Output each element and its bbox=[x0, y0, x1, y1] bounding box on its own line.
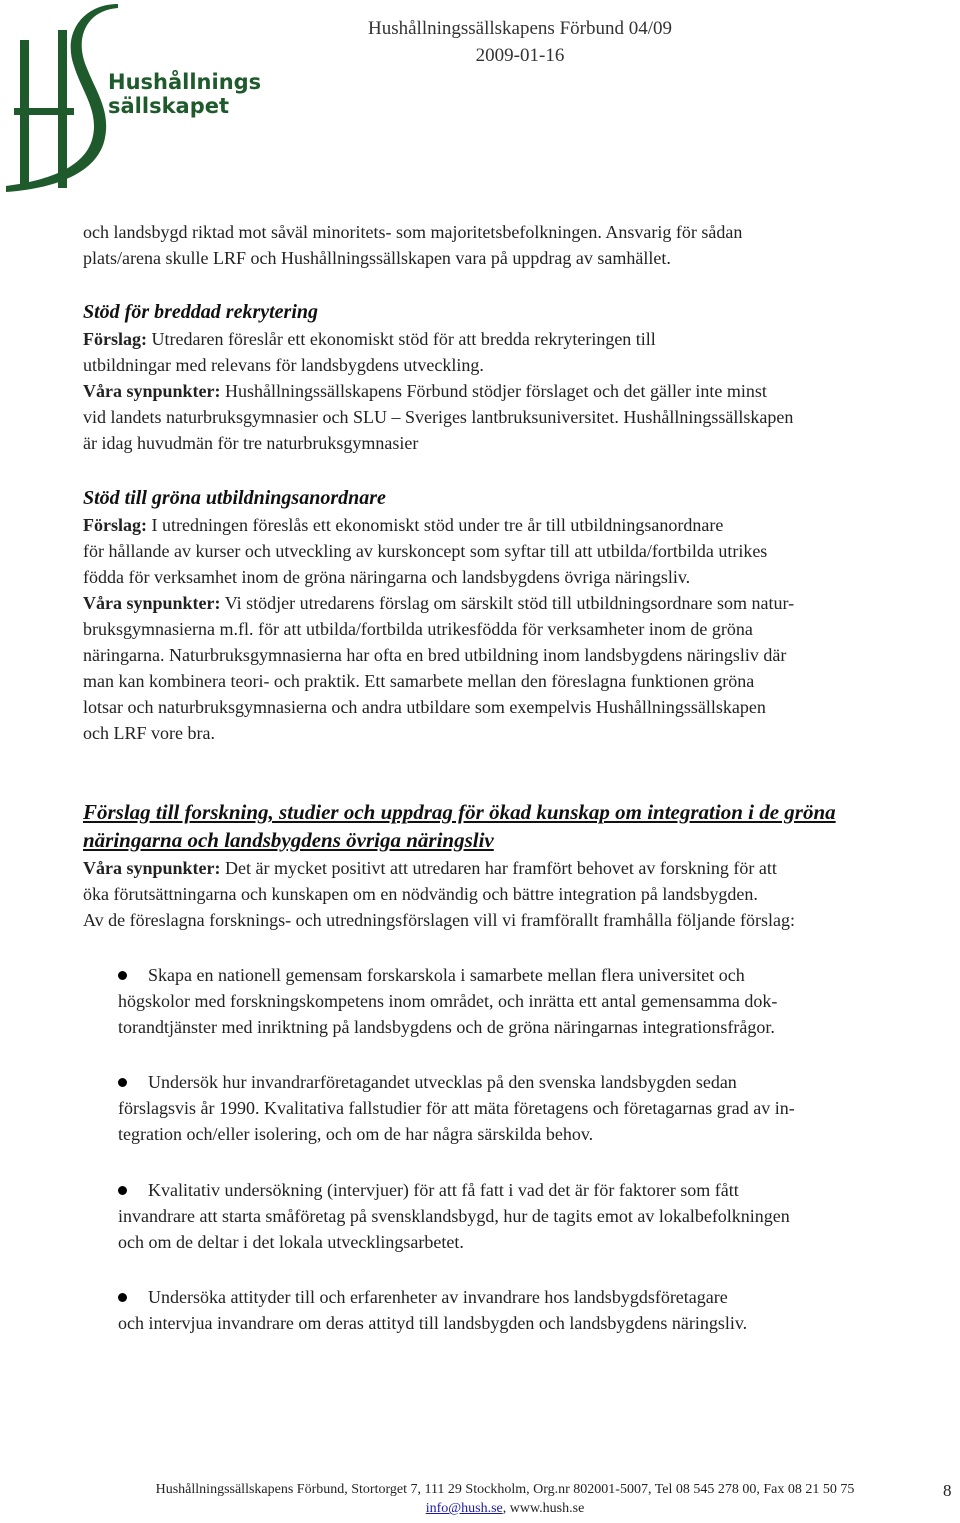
header-date: 2009-01-16 bbox=[475, 45, 565, 66]
section2-views-line-5: lotsar och naturbruksgymnasierna och andra utbildare som exempelvis Hushållningssällskapen bbox=[83, 697, 766, 717]
bullet-dot-icon bbox=[118, 1293, 127, 1302]
views-text: Hushållningssällskapens Förbund stödjer förslaget och det gäller inte minst bbox=[220, 381, 767, 401]
bullet-line-2: och intervjua invandrare om deras attityd till landsbygden och landsbygdens näringsliv. bbox=[118, 1313, 748, 1333]
section2-proposal-line-1 bbox=[83, 512, 960, 538]
section1-views-line-2: vid landets naturbruksgymnasier och SLU – Sveriges lantbruksuniversitet. Hushållningssällskapen bbox=[83, 407, 794, 427]
footer-email-link[interactable]: info@hush.se bbox=[425, 1501, 503, 1516]
hushallningssallskapet-logo bbox=[0, 0, 262, 200]
proposal-label: Förslag: bbox=[83, 515, 147, 535]
bullet-line-1: Undersöka attityder till och erfarenheter av invandrare hos landsbygdsföretagare bbox=[148, 1287, 728, 1307]
bullet-line-1: Kvalitativ undersökning (intervjuer) för att få fatt i vad det är för faktorer som fått bbox=[148, 1180, 739, 1200]
footer-address: Hushållningssällskapens Förbund, Stortorget 7, 111 29 Stockholm, Org.nr 802001-5007, Tel 08 545 278 00, Fax 08 21 50 75 bbox=[155, 1482, 855, 1497]
footer-website: www.hush.se bbox=[509, 1501, 585, 1516]
section2-proposal-line-3: födda för verksamhet inom de gröna näringarna och landsbygdens övriga näringsliv. bbox=[83, 567, 691, 587]
section3-views-line-3: Av de föreslagna forsknings- och utredningsförslagen vill vi framförallt framhålla följande förslag: bbox=[83, 910, 795, 930]
section1-title: Stöd för breddad rekrytering bbox=[83, 301, 318, 323]
bullet-line-2: högskolor med forskningskompetens inom området, och inrätta ett antal gemensamma dok- bbox=[118, 991, 778, 1011]
logo-text-line2: sällskapet bbox=[108, 94, 230, 118]
header-title: Hushållningssällskapens Förbund 04/09 bbox=[368, 18, 672, 39]
proposal-text: Utredaren föreslår ett ekonomiskt stöd för att bredda rekryteringen till bbox=[146, 329, 656, 349]
views-label: Våra synpunkter: bbox=[83, 858, 221, 878]
section2-views-line-2: bruksgymnasierna m.fl. för att utbilda/fortbilda utrikesfödda för verksamheter inom de gröna bbox=[83, 619, 753, 639]
logo-text bbox=[108, 70, 261, 118]
section1-views-line-1 bbox=[83, 378, 960, 404]
intro-line-2: plats/arena skulle LRF och Hushållningssällskapen vara på uppdrag av samhället. bbox=[83, 248, 671, 268]
section1-proposal-line-2: utbildningar med relevans för landsbygdens utveckling. bbox=[83, 355, 484, 375]
proposal-label: Förslag: bbox=[83, 329, 147, 349]
footer-separator: , bbox=[502, 1501, 510, 1516]
section3-title-line-1: Förslag till forskning, studier och uppdrag för ökad kunskap om integration i de gröna bbox=[83, 800, 836, 824]
footer-contact bbox=[130, 1499, 880, 1518]
bullet-line-2: förslagsvis år 1990. Kvalitativa fallstudier för att mäta företagens och företagarnas grad av in- bbox=[118, 1098, 795, 1118]
views-label: Våra synpunkter: bbox=[83, 593, 221, 613]
bullet-line-3: och om de deltar i det lokala utvecklingsarbetet. bbox=[118, 1232, 464, 1252]
views-text: Det är mycket positivt att utredaren har framfört behovet av forskning för att bbox=[220, 858, 777, 878]
bullet-line-1: Undersök hur invandrarföretagandet utvecklas på den svenska landsbygden sedan bbox=[148, 1072, 737, 1092]
section3-views-line-1 bbox=[83, 855, 960, 881]
bullet-dot-icon bbox=[118, 1186, 127, 1195]
section2-views-line-3: näringarna. Naturbruksgymnasierna har ofta en bred utbildning inom landsbygdens näringsliv där bbox=[83, 645, 787, 665]
section2-title: Stöd till gröna utbildningsanordnare bbox=[83, 487, 386, 509]
section2-proposal-line-2: för hållande av kurser och utveckling av kurskoncept som syftar till att utbilda/fortbilda utrikes bbox=[83, 541, 768, 561]
section2-views-line-1 bbox=[83, 590, 960, 616]
logo-text-line1: Hushållnings bbox=[108, 70, 262, 94]
section1-proposal-line-1 bbox=[83, 326, 960, 352]
bullet-line-1: Skapa en nationell gemensam forskarskola i samarbete mellan flera universitet och bbox=[148, 965, 745, 985]
section1-views-line-3: är idag huvudmän för tre naturbruksgymnasier bbox=[83, 433, 419, 453]
views-text: Vi stödjer utredarens förslag om särskilt stöd till utbildningsordnare som natur- bbox=[220, 593, 795, 613]
page-number: 8 bbox=[943, 1481, 952, 1500]
bullet-line-2: invandrare att starta småföretag på svensklandsbygd, hur de tagits emot av lokalbefolkningen bbox=[118, 1206, 790, 1226]
bullet-line-3: torandtjänster med inriktning på landsbygdens och de gröna näringarnas integrationsfrågor. bbox=[118, 1017, 775, 1037]
bullet-dot-icon bbox=[118, 1078, 127, 1087]
bullet-dot-icon bbox=[118, 971, 127, 980]
proposal-text: I utredningen föreslås ett ekonomiskt stöd under tre år till utbildningsanordnare bbox=[146, 515, 724, 535]
section3-title-line-2: näringarna och landsbygdens övriga näringsliv bbox=[83, 828, 494, 852]
views-label: Våra synpunkter: bbox=[83, 381, 221, 401]
intro-line-1: och landsbygd riktad mot såväl minoritets- som majoritetsbefolkningen. Ansvarig för sådan bbox=[83, 222, 743, 242]
section3-views-line-2: öka förutsättningarna och kunskapen om en nödvändig och bättre integration på landsbygden. bbox=[83, 884, 758, 904]
section2-views-line-4: man kan kombinera teori- och praktik. Ett samarbete mellan den föreslagna funktionen gröna bbox=[83, 671, 755, 691]
bullet-line-3: tegration och/eller isolering, och om de har några särskilda behov. bbox=[118, 1124, 594, 1144]
section2-views-line-6: och LRF vore bra. bbox=[83, 723, 215, 743]
